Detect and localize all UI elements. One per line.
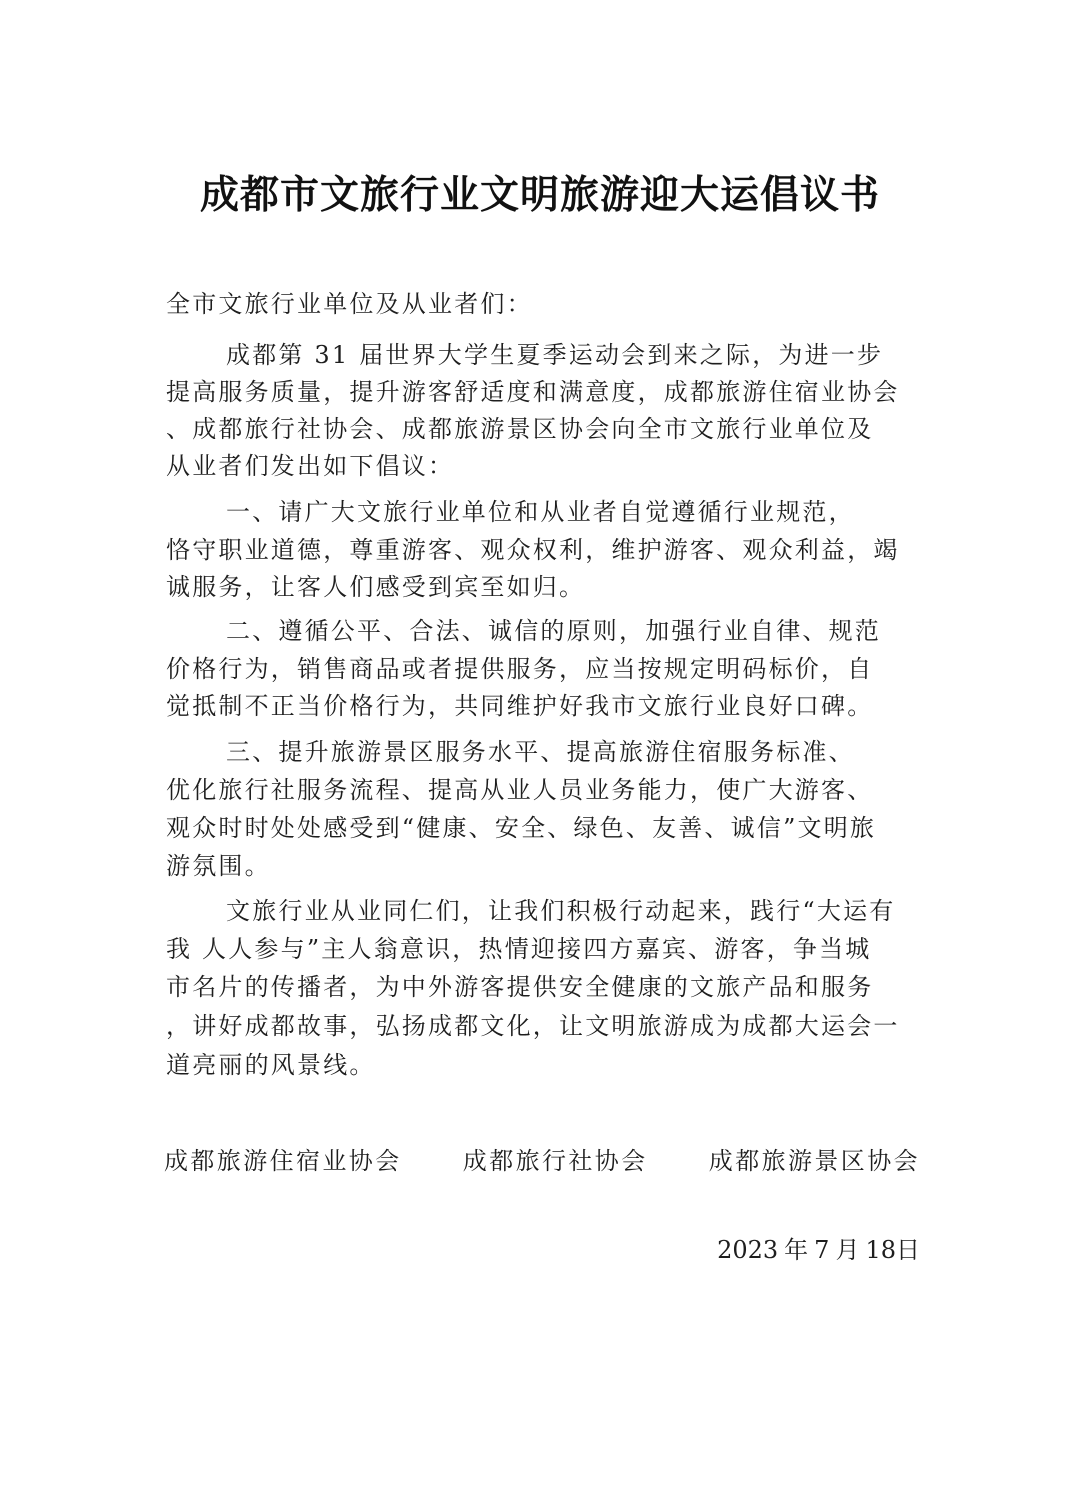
- paragraph-3-line-2: 价格行为，销售商品或者提供服务，应当按规定明码标价，自: [166, 655, 874, 683]
- paragraph-5-line-1: 文旅行业从业同仁们，让我们积极行动起来，践行“大运有: [226, 897, 896, 925]
- salutation: 全市文旅行业单位及从业者们：: [166, 290, 533, 318]
- signatories: [164, 1143, 920, 1179]
- document-date: [711, 1232, 920, 1268]
- paragraph-2-line-1: 一、请广大文旅行业单位和从业者自觉遵循行业规范，: [226, 498, 855, 526]
- paragraph-2-line-3: 诚服务，让客人们感受到宾至如归。: [166, 573, 586, 601]
- paragraph-4-line-3: 观众时时处处感受到“健康、安全、绿色、友善、诚信”文明旅: [166, 814, 877, 842]
- paragraph-5-line-3: 市名片的传播者，为中外游客提供安全健康的文旅产品和服务: [166, 973, 874, 1001]
- document-title: 成都市文旅行业文明旅游迎大运倡议书: [199, 173, 880, 218]
- paragraph-3-line-1: 二、遵循公平、合法、诚信的原则，加强行业自律、规范: [226, 617, 881, 645]
- signatory-accommodation-association: 成都旅游住宿业协会: [164, 1147, 402, 1175]
- date-year: 2023: [717, 1236, 779, 1264]
- paragraph-4-line-2: 优化旅行社服务流程、提高从业人员业务能力，使广大游客、: [166, 776, 874, 804]
- paragraph-5-line-4: ，讲好成都故事，弘扬成都文化，让文明旅游成为成都大运会一: [166, 1012, 900, 1040]
- paragraph-1-line-3: 、成都旅行社协会、成都旅游景区协会向全市文旅行业单位及: [166, 415, 874, 443]
- paragraph-5-line-2: 我 人人参与”主人翁意识，热情迎接四方嘉宾、游客，争当城: [166, 935, 872, 963]
- date-month-unit: 月: [835, 1236, 860, 1264]
- paragraph-1-line-2: 提高服务质量，提升游客舒适度和满意度，成都旅游住宿业协会: [166, 378, 900, 406]
- paragraph-4-line-1: 三、提升旅游景区服务水平、提高旅游住宿服务标准、: [226, 738, 855, 766]
- paragraph-1-line-4: 从业者们发出如下倡议：: [166, 452, 455, 480]
- paragraph-5-line-5: 道亮丽的风景线。: [166, 1051, 376, 1079]
- signatory-travel-agency-association: 成都旅行社协会: [462, 1147, 648, 1175]
- date-day: 18日: [865, 1236, 920, 1264]
- paragraph-2-line-2: 恪守职业道德，尊重游客、观众权利，维护游客、观众利益，竭: [166, 536, 900, 564]
- paragraph-4-line-4: 游氛围。: [166, 852, 271, 880]
- signatory-scenic-area-association: 成都旅游景区协会: [708, 1147, 920, 1175]
- paragraph-3-line-3: 觉抵制不正当价格行为，共同维护好我市文旅行业良好口碑。: [166, 692, 874, 720]
- paragraph-1-line-1: 成都第 31 届世界大学生夏季运动会到来之际，为进一步: [226, 341, 884, 369]
- date-month: 7: [814, 1236, 830, 1264]
- date-year-unit: 年: [784, 1236, 809, 1264]
